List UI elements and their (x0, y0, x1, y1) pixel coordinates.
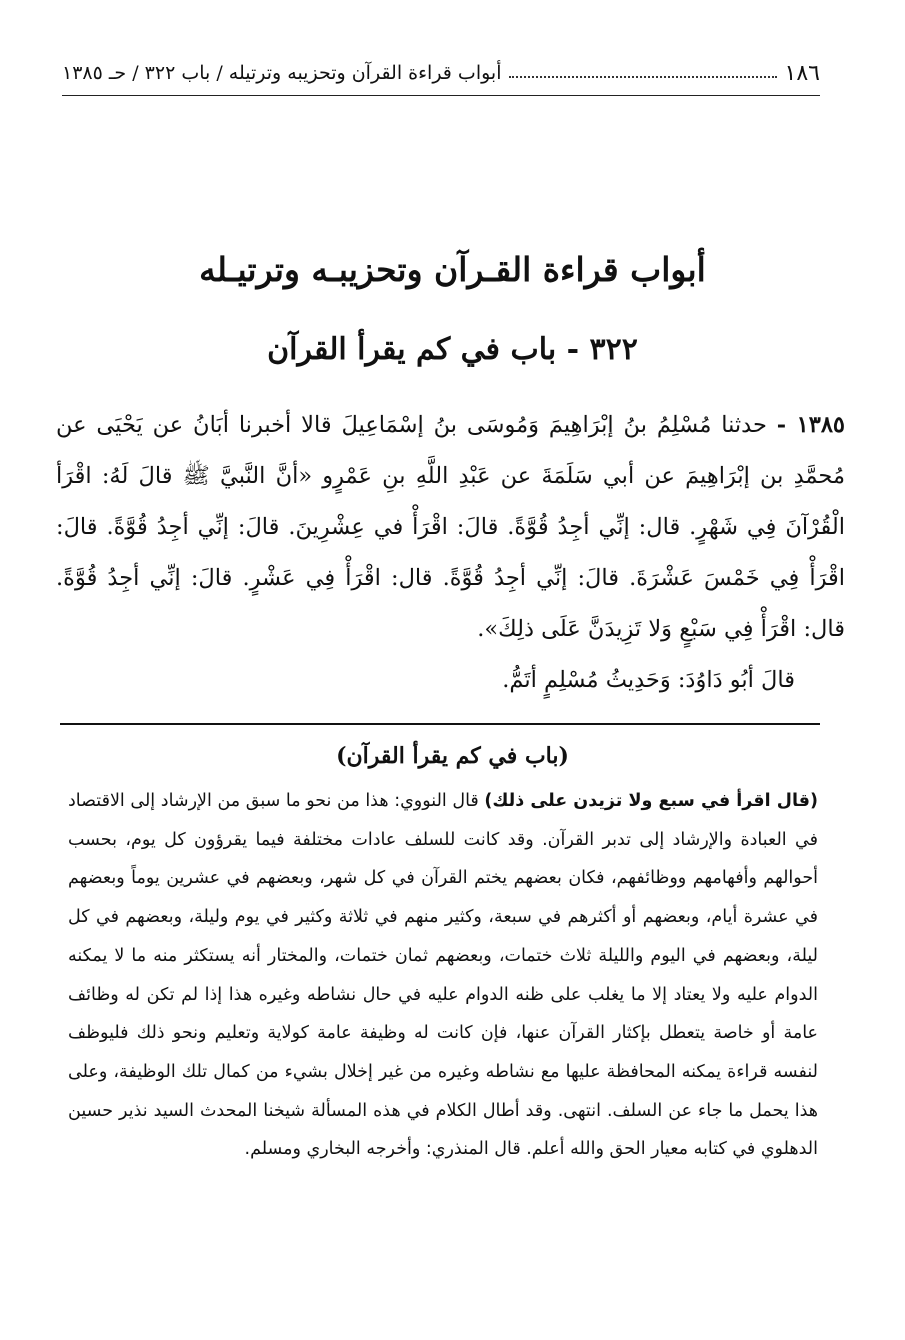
header-dot-leader (509, 76, 776, 78)
abu-dawud-note: قالَ أبُو دَاوُدَ: وَحَدِيثُ مُسْلِمٍ أتَمُّ. (502, 667, 795, 693)
hadith-text: حدثنا مُسْلِمُ بنُ إبْرَاهِيمَ وَمُوسَى بنُ إسْمَاعِيلَ قالا أخبرنا أبَانُ عن يَحْيَى عن مُحمَّدِ بن إبْرَاهِيمَ عن أبي سَلَمَةَ عن عَبْدِ اللَّهِ بنِ عَمْرٍو «أنَّ النَّبيَّ ﷺ قالَ لَهُ: اقْرَأ الْقُرْآنَ فِي شَهْرٍ. قال: إنِّي أجِدُ قُوَّةً. قالَ: اقْرَأْ في عِشْرِينَ. قالَ: إنِّي أجِدُ قُوَّةً. قالَ: اقْرَأْ فِي خَمْسَ عَشْرَةَ. قالَ: إنِّي أجِدُ قُوَّةً. قال: اقْرَأْ فِي عَشْرٍ. قالَ: إنِّي أجِدُ قُوَّةً. قال: اقْرَأْ فِي سَبْعٍ وَلا تَزِيدَنَّ عَلَى ذلِكَ». (56, 412, 845, 642)
page-number: ١٨٦ (784, 60, 820, 86)
hadith-text-paragraph (56, 400, 845, 655)
commentary-block (68, 782, 818, 1169)
running-header (62, 56, 820, 90)
commentary-lead: (قال اقرأ في سبع ولا تزيدن على ذلك) (484, 791, 818, 811)
footnote-separator (60, 723, 820, 725)
header-rule (62, 95, 820, 96)
chapter-title: أبواب قراءة القـرآن وتحزيبـه وترتيـله (199, 250, 706, 289)
commentary-body: قال النووي: هذا من نحو ما سبق من الإرشاد إلى الاقتصاد في العبادة والإرشاد إلى تدبر القرآن. وقد كانت للسلف عادات مختلفة فيما يقرؤون كل يوم، بحسب أحوالهم وأفهامهم ووظائفهم، فكان بعضهم يختم القرآن في كل شهر، وبعضهم في عشرين يوماً وبعضهم في عشرة أيام، وبعضهم أو أكثرهم في سبعة، وكثير منهم في ثلاثة وكثير في يوم وليلة، وبعضهم في كل ليلة، وبعضهم في اليوم والليلة ثلاث ختمات، وبعضهم ثمان ختمات، والمختار أنه يستكثر منه ما لا يمكنه الدوام عليه ولا يعتاد إلا ما يغلب على ظنه الدوام عليه في حال نشاطه وغيره هذا إذا لم تكن له وظائف عامة أو خاصة يتعطل بإكثار القرآن عنها، فإن كانت له وظيفة عامة كولاية وتعليم ونحو ذلك فليوظف لنفسه قراءة يمكنه المحافظة عليها مع نشاطه وغيره من غير إخلال بشيء من كمال تلك الوظيفة، وعلى هذا يحمل ما جاء عن السلف. انتهى. وقد أطال الكلام في هذه المسألة شيخنا المحدث السيد نذير حسين الدهلوي في كتابه معيار الحق والله أعلم. قال المنذري: وأخرجه البخاري ومسلم. (68, 791, 818, 1160)
hadith-number: ١٣٨٥ - (776, 412, 845, 438)
commentary-title: (باب في كم يقرأ القرآن) (336, 743, 569, 769)
bab-title: ٣٢٢ - باب في كم يقرأ القرآن (267, 332, 638, 367)
running-title: أبواب قراءة القرآن وتحزيبه وترتيله / باب ٣٢٢ / حـ ١٣٨٥ (62, 62, 502, 84)
hadith-block (56, 400, 845, 706)
